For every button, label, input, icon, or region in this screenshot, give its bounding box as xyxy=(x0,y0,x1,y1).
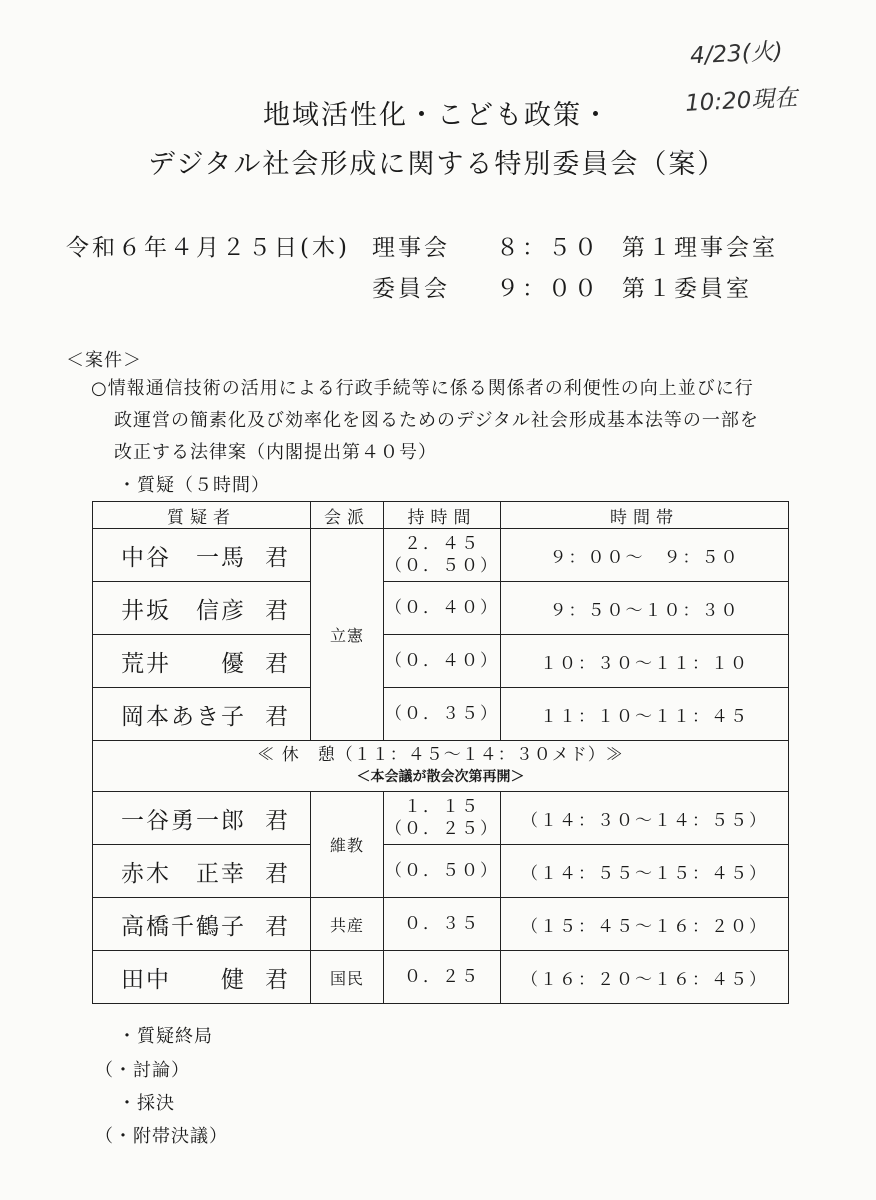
name-suffix: 君 xyxy=(265,597,290,624)
party-cell: 共産 xyxy=(311,898,384,951)
time-slot: １１：１０～１１：４５ xyxy=(501,688,789,741)
meeting-time-1: ８：５０ xyxy=(496,235,600,261)
hold-time: （０．５０） xyxy=(384,845,501,898)
questioner-name xyxy=(93,898,311,951)
meeting-room-2: 第１委員室 xyxy=(622,276,752,302)
procedure-item: （・討論） xyxy=(95,1060,190,1081)
table-header-row xyxy=(93,502,789,529)
hold-time: （０．４０） xyxy=(384,582,501,635)
time-slot: （１５：４５～１６：２０） xyxy=(501,898,789,951)
name-text: 中谷 一馬 xyxy=(121,544,246,571)
name-suffix: 君 xyxy=(265,966,290,993)
header-hold-time: 持時間 xyxy=(384,502,501,529)
hold-time-total: ２．４５ xyxy=(404,534,480,554)
header-party: 会派 xyxy=(311,502,384,529)
party-cell: 国民 xyxy=(311,951,384,1004)
questioner-name xyxy=(93,845,311,898)
party-cell: 維教 xyxy=(311,792,384,898)
bill-line-2: 政運営の簡素化及び効率化を図るためのデジタル社会形成基本法等の一部を xyxy=(114,410,759,431)
header-questioner: 質疑者 xyxy=(93,502,311,529)
name-text: 岡本あき子 xyxy=(121,703,246,730)
time-slot: （１６：２０～１６：４５） xyxy=(501,951,789,1004)
table-row xyxy=(93,635,789,688)
table-row xyxy=(93,951,789,1004)
questioner-name xyxy=(93,582,311,635)
questioner-name xyxy=(93,529,311,582)
procedure-item: ・採決 xyxy=(118,1093,175,1114)
hold-time: ０．２５ xyxy=(384,951,501,1004)
hold-time: （０．４０） xyxy=(384,635,501,688)
name-text: 荒井 優 xyxy=(121,650,246,677)
questioner-name xyxy=(93,792,311,845)
hold-time xyxy=(384,792,501,845)
name-text: 井坂 信彦 xyxy=(121,597,246,624)
meeting-name-2: 委員会 xyxy=(372,276,450,302)
break-cell xyxy=(93,741,789,792)
hold-time: （０．３５） xyxy=(384,688,501,741)
title-line-1: 地域活性化・こども政策・ xyxy=(263,100,611,131)
handwritten-time: 10:20現在 xyxy=(684,85,799,117)
name-text: 田中 健 xyxy=(121,966,246,993)
time-slot: ９：００～ ９：５０ xyxy=(501,529,789,582)
table-row xyxy=(93,529,789,582)
name-suffix: 君 xyxy=(265,913,290,940)
meeting-date: 令和６年４月２５日(木) xyxy=(66,235,350,261)
name-suffix: 君 xyxy=(265,703,290,730)
hold-time xyxy=(384,529,501,582)
title-line-2: デジタル社会形成に関する特別委員会（案） xyxy=(148,149,727,180)
bill-line-1: ○情報通信技術の活用による行政手続等に係る関係者の利便性の向上並びに行 xyxy=(91,378,754,399)
break-row xyxy=(93,741,789,792)
name-suffix: 君 xyxy=(265,860,290,887)
meeting-room-1: 第１理事会室 xyxy=(622,235,778,261)
party-cell: 立憲 xyxy=(311,529,384,741)
procedure-item: ・質疑終局 xyxy=(118,1026,213,1047)
meeting-name-1: 理事会 xyxy=(372,235,450,261)
name-suffix: 君 xyxy=(265,544,290,571)
table-row xyxy=(93,582,789,635)
table-row xyxy=(93,688,789,741)
hold-time-value: （０．５０） xyxy=(385,556,499,576)
table-row xyxy=(93,845,789,898)
name-text: 一谷勇一郎 xyxy=(121,807,246,834)
questioner-table xyxy=(92,501,789,1004)
table-row xyxy=(93,898,789,951)
handwritten-date: 4/23(火) xyxy=(689,38,784,70)
header-time-slot: 時間帯 xyxy=(501,502,789,529)
time-slot: ９：５０～１０：３０ xyxy=(501,582,789,635)
bill-line-3: 改正する法律案（内閣提出第４０号） xyxy=(114,442,437,463)
questioner-name xyxy=(93,688,311,741)
meeting-time-2: ９：００ xyxy=(496,276,600,302)
name-text: 高橋千鶴子 xyxy=(121,913,246,940)
questioner-name xyxy=(93,635,311,688)
hold-time-value: （０．２５） xyxy=(385,819,499,839)
time-slot: （１４：３０～１４：５５） xyxy=(501,792,789,845)
name-text: 赤木 正幸 xyxy=(121,860,246,887)
procedure-item: （・附帯決議） xyxy=(95,1126,228,1147)
table-row xyxy=(93,792,789,845)
time-slot: １０：３０～１１：１０ xyxy=(501,635,789,688)
questioner-name xyxy=(93,951,311,1004)
hold-time: ０．３５ xyxy=(384,898,501,951)
agenda-heading: ＜案件＞ xyxy=(66,350,142,371)
qa-label: ・質疑（５時間） xyxy=(118,475,270,496)
name-suffix: 君 xyxy=(265,807,290,834)
break-sub: ＜本会議が散会次第再開＞ xyxy=(356,769,525,785)
break-line: ≪ 休 憩（１１：４５～１４：３０メド）≫ xyxy=(257,745,624,765)
time-slot: （１４：５５～１５：４５） xyxy=(501,845,789,898)
name-suffix: 君 xyxy=(265,650,290,677)
hold-time-total: １．１５ xyxy=(404,797,480,817)
